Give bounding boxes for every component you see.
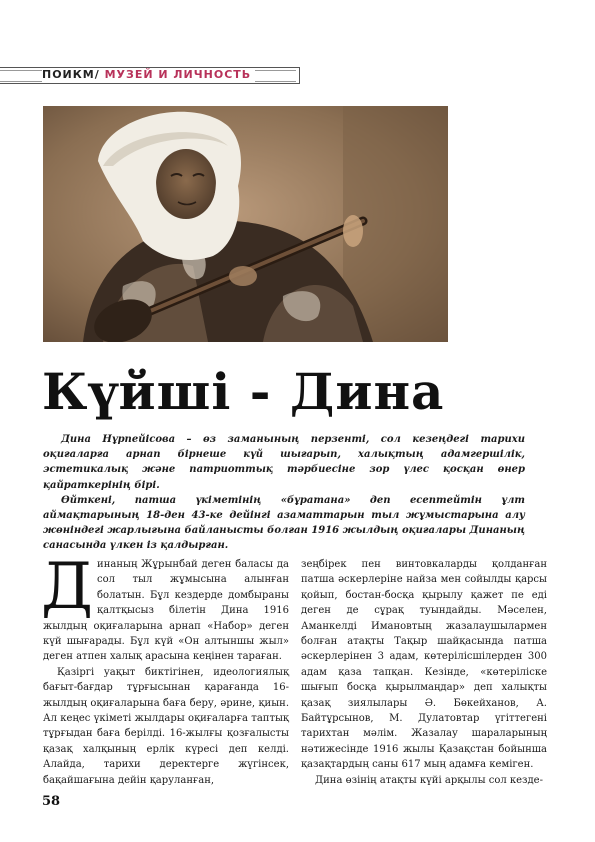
page-number: 58 [42,794,61,809]
article-title: Күйші - Дина [42,362,445,421]
body-paragraph: инаның Жұрынбай деген баласы да сол тыл жұмысына алынған болатын. Бұл кездерде домбыраны қалтқысыз білетін Дина 1916 жылдың оқиғаларына арнап «Набор» деген күй шығарады. Бұл күй «Он алтыншы жыл» деген атпен халық арасына кеңінен тараған. [43,559,289,663]
body-column-right [301,557,547,788]
lead-paragraph [43,432,525,554]
running-header [42,68,255,82]
body-paragraph: Дина өзінің атақты күйі арқылы сол кезде- [315,774,543,786]
header-subsection: МУЗЕЙ И ЛИЧНОСТЬ [104,68,252,81]
body-paragraph: Қазіргі уақыт биктігінен, идеологиялық бағыт-бағдар тұрғысынан қарағанда 16-жылдың оқиғаларына баға беру, әрине, қиын. Ал кеңес үкіметі жылдары оқиғаларға таптық тұрғыдан баға берілді. 16-жылғы қозғалысты қазақ халқының ерлік күресі деп келді. Алайда, тарихи деректерге жүгінсек, бақайшағына дейін қаруланған, [43,666,289,786]
header-section: ПОИКМ [42,68,95,81]
body-paragraph: зеңбірек пен винтовкаларды қолданған патша әскерлеріне найза мен сойылды қарсы қойып, бостан-босқа қырылу қажет пе еді деген де сұрақ туындайды. Мәселен, Аманкелді Имановтың жазалаушылармен болған атақты Тақыр шайқасында патша әскерлерінен 3 адам, көтерілісшілерден 300 адам қаза тапқан. Кезінде, «көтеріліске шығып босқа қырылмаңдар» деп халықты қазақ зиялылары Ә. Бөкейханов, А. Байтұрсынов, М. Дулатовтар үгіттегені тарихтан мәлім. Жазалау шараларының нәтижесінде 1916 жылы Қазақстан бойынша қазақтардың саны 617 мың адамға кеміген. [301,559,547,771]
header-separator: / [94,68,100,81]
lead-text-1: Дина Нұрпейісова – өз заманының перзенті, сол кезеңдегі тарихи оқиғаларға арнап бірнеше күй шығарып, халықтың адамгершілік, эстетикалық және патриоттық тәрбиесіне зор үлес қосқан өнер қайраткерінің бірі. [43,434,525,491]
lead-text-2: Өйткені, патша үкіметінің «бұратана» деп есептейтін ұлт аймақтарының 18-ден 43-ке дейінгі азаматтарын тыл жұмыстарына алу жөніндегі жарлығына байланысты болған 1916 жылдың оқиғалары Динаның санасында үлкен із қалдырған. [43,494,525,552]
dropcap: Д [41,550,94,624]
portrait-photo [43,106,448,342]
body-column-left [41,550,289,788]
